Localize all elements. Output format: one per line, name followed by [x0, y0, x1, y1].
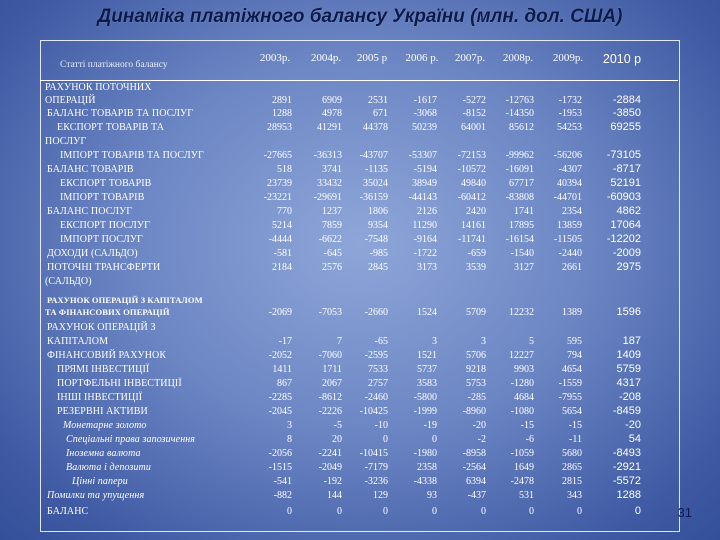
row-label: КАПІТАЛОМ	[47, 336, 109, 347]
table-cell: -1280	[510, 378, 534, 389]
table-cell: 50239	[412, 122, 437, 133]
table-cell: 2661	[562, 262, 582, 273]
table-cell: 14161	[461, 220, 486, 231]
table-cell: -208	[618, 391, 641, 403]
table-cell: 17895	[509, 220, 534, 231]
table-cell: -8717	[612, 163, 641, 175]
table-cell: -2460	[364, 392, 388, 403]
row-label: ЕКСПОРТ ТОВАРІВ ТА	[57, 122, 165, 133]
row-label: ФІНАНСОВИЙ РАХУНОК	[47, 350, 167, 361]
table-cell: 5709	[466, 307, 486, 318]
page-title: Динаміка платіжного балансу України (млн. дол. США)	[97, 6, 623, 27]
table-cell: 595	[567, 336, 582, 347]
table-cell: 5	[529, 336, 534, 347]
table-cell: 5680	[562, 448, 582, 459]
table-cell: -5	[333, 420, 342, 431]
table-cell: -10415	[359, 448, 388, 459]
table-cell: 9218	[466, 364, 486, 375]
table-cell: -2478	[510, 476, 534, 487]
table-cell: -7179	[364, 462, 388, 473]
table-cell: -6622	[318, 234, 342, 245]
row-label: ІМПОРТ ТОВАРІВ	[60, 192, 145, 203]
table-cell: 187	[622, 335, 641, 347]
table-cell: -23221	[263, 192, 292, 203]
table-cell: 2845	[368, 262, 388, 273]
table-cell: 1237	[322, 206, 342, 217]
table-cell: 1409	[616, 349, 641, 361]
table-cell: 49840	[461, 178, 486, 189]
table-cell: 23739	[267, 178, 292, 189]
table-cell: 7859	[322, 220, 342, 231]
table-cell: 129	[373, 490, 388, 501]
table-cell: 85612	[509, 122, 534, 133]
table-cell: 5753	[466, 378, 486, 389]
table-cell: 12232	[509, 307, 534, 318]
table-cell: 1521	[417, 350, 437, 361]
table-cell: -10425	[359, 406, 388, 417]
table-cell: -15	[568, 420, 582, 431]
row-label: ІМПОРТ ПОСЛУГ	[60, 234, 143, 245]
table-cell: -8152	[462, 108, 486, 119]
table-cell: 1288	[272, 108, 292, 119]
table-cell: -44701	[553, 192, 582, 203]
table-cell: -14350	[505, 108, 534, 119]
table-cell: 38949	[412, 178, 437, 189]
column-header-year: 2004р.	[310, 52, 342, 64]
table-cell: -985	[369, 248, 388, 259]
row-label: ПРЯМІ ІНВЕСТИЦІЇ	[57, 364, 150, 375]
row-label: ПОРТФЕЛЬНІ ІНВЕСТИЦІЇ	[57, 378, 182, 389]
table-cell: 1711	[322, 364, 342, 375]
table-cell: 9354	[368, 220, 388, 231]
table-cell: 44378	[363, 122, 388, 133]
table-cell: -60412	[457, 192, 486, 203]
table-cell: -60903	[606, 191, 641, 203]
table-cell: 3741	[322, 164, 342, 175]
table-cell: -2045	[268, 406, 292, 417]
table-cell: -9164	[413, 234, 437, 245]
table-cell: -4307	[558, 164, 582, 175]
table-cell: -2226	[318, 406, 342, 417]
table-cell: 52191	[610, 177, 641, 189]
table-cell: 6909	[322, 95, 342, 106]
table-cell: 40394	[557, 178, 582, 189]
row-label: РЕЗЕРВНІ АКТИВИ	[57, 406, 148, 417]
table-cell: -645	[323, 248, 342, 259]
table-cell: 12227	[509, 350, 534, 361]
table-cell: -541	[273, 476, 292, 487]
table-cell: -192	[323, 476, 342, 487]
table-cell: 5214	[272, 220, 292, 231]
table-cell: -2440	[558, 248, 582, 259]
table-cell: 64001	[461, 122, 486, 133]
table-cell: -1617	[413, 95, 437, 106]
table-cell: -1722	[413, 248, 437, 259]
table-cell: 5706	[466, 350, 486, 361]
table-cell: 13859	[557, 220, 582, 231]
table-cell: -3850	[612, 107, 641, 119]
table-cell: -581	[273, 248, 292, 259]
table-cell: -16091	[505, 164, 534, 175]
table-cell: -4444	[268, 234, 292, 245]
table-cell: 6394	[466, 476, 486, 487]
table-cell: 5759	[616, 363, 641, 375]
table-cell: -2049	[318, 462, 342, 473]
table-cell: 0	[577, 506, 582, 517]
row-label: ТА ФІНАНСОВИХ ОПЕРАЦІЙ	[45, 307, 170, 317]
table-cell: -15	[520, 420, 534, 431]
table-cell: 3127	[514, 262, 534, 273]
table-cell: -29691	[313, 192, 342, 203]
table-cell: -2884	[612, 94, 641, 106]
table-cell: -437	[467, 490, 486, 501]
table-cell: -10572	[457, 164, 486, 175]
table-cell: 0	[287, 506, 292, 517]
table-cell: 0	[432, 506, 437, 517]
table-cell: 9903	[514, 364, 534, 375]
table-cell: -4338	[413, 476, 437, 487]
table-cell: -7053	[318, 307, 342, 318]
row-label: ПОТОЧНІ ТРАНСФЕРТИ	[47, 262, 161, 273]
table-cell: 144	[327, 490, 342, 501]
table-cell: 0	[481, 506, 486, 517]
table-cell: -27665	[263, 150, 292, 161]
table-cell: 1741	[514, 206, 534, 217]
table-cell: -12202	[606, 233, 641, 245]
column-header-year: 2005 р	[356, 52, 388, 64]
table-cell: 54253	[557, 122, 582, 133]
table-cell: 5654	[562, 406, 582, 417]
table-cell: 770	[277, 206, 292, 217]
table-cell: -8459	[612, 405, 641, 417]
row-label: Іноземна валюта	[66, 448, 141, 459]
table-cell: 0	[634, 505, 641, 517]
table-cell: 4978	[322, 108, 342, 119]
table-cell: -43707	[359, 150, 388, 161]
column-header-year: 2003р.	[259, 52, 291, 64]
table-cell: 4862	[616, 205, 641, 217]
table-cell: 343	[567, 490, 582, 501]
table-cell: -17	[278, 336, 292, 347]
row-label: БАЛАНС ТОВАРІВ ТА ПОСЛУГ	[47, 108, 194, 119]
table-cell: 671	[373, 108, 388, 119]
table-cell: 3	[287, 420, 292, 431]
table-cell: -7548	[364, 234, 388, 245]
table-cell: -2285	[268, 392, 292, 403]
table-cell: 2126	[417, 206, 437, 217]
table-cell: 3	[432, 336, 437, 347]
table-cell: 2891	[272, 95, 292, 106]
column-header-year: 2009р.	[552, 52, 584, 64]
table-cell: 0	[432, 434, 437, 445]
table-cell: 867	[277, 378, 292, 389]
table-cell: -20	[625, 419, 641, 431]
table-cell: 35024	[363, 178, 388, 189]
table-cell: 2975	[616, 261, 641, 273]
table-cell: 67717	[509, 178, 534, 189]
table-cell: -53307	[408, 150, 437, 161]
table-cell: 20	[332, 434, 342, 445]
table-cell: -11	[569, 434, 582, 445]
table-cell: -7955	[558, 392, 582, 403]
row-label: ІМПОРТ ТОВАРІВ ТА ПОСЛУГ	[60, 150, 204, 161]
table-cell: -5272	[462, 95, 486, 106]
table-cell: 33432	[317, 178, 342, 189]
table-cell: 3	[481, 336, 486, 347]
table-cell: 69255	[610, 121, 641, 133]
table-cell: -2564	[462, 462, 486, 473]
column-header-year: 2007р.	[454, 52, 486, 64]
table-cell: 2865	[562, 462, 582, 473]
table-cell: -19	[423, 420, 437, 431]
table-cell: -8493	[612, 447, 641, 459]
table-cell: -1999	[413, 406, 437, 417]
page-number: 31	[677, 505, 692, 520]
row-label: РАХУНОК ПОТОЧНИХ	[45, 82, 152, 93]
row-label: БАЛАНС	[47, 506, 89, 517]
table-cell: 4317	[616, 377, 641, 389]
table-cell: 0	[337, 506, 342, 517]
table-cell: 28953	[267, 122, 292, 133]
table-cell: -10	[374, 420, 388, 431]
table-cell: 0	[383, 434, 388, 445]
table-cell: -56206	[553, 150, 582, 161]
table-cell: -1732	[558, 95, 582, 106]
table-cell: -11741	[458, 234, 486, 245]
table-cell: -16154	[505, 234, 534, 245]
table-cell: 2184	[272, 262, 292, 273]
table-cell: -5572	[612, 475, 641, 487]
table-cell: -8612	[318, 392, 342, 403]
table-cell: 1411	[272, 364, 292, 375]
table-cell: 11290	[412, 220, 437, 231]
table-cell: -11505	[554, 234, 582, 245]
column-header-year: 2006 р.	[405, 52, 439, 64]
table-cell: -8958	[462, 448, 486, 459]
table-cell: -2009	[612, 247, 641, 259]
table-cell: -2595	[364, 350, 388, 361]
table-cell: -1559	[558, 378, 582, 389]
table-cell: 2815	[562, 476, 582, 487]
column-header-year: 2008р.	[502, 52, 534, 64]
table-cell: -659	[467, 248, 486, 259]
table-cell: -1540	[510, 248, 534, 259]
table-cell: 2067	[322, 378, 342, 389]
table-cell: -65	[374, 336, 388, 347]
table-cell: 1389	[562, 307, 582, 318]
table-cell: -2921	[612, 461, 641, 473]
table-cell: -6	[525, 434, 534, 445]
table-cell: -1135	[365, 164, 388, 175]
table-cell: -2056	[268, 448, 292, 459]
table-cell: 7	[337, 336, 342, 347]
table-cell: -1059	[510, 448, 534, 459]
table-cell: 794	[567, 350, 582, 361]
row-label: ІНШІ ІНВЕСТИЦІЇ	[57, 392, 143, 403]
table-cell: 2358	[417, 462, 437, 473]
table-cell: 3583	[417, 378, 437, 389]
table-cell: -44143	[408, 192, 437, 203]
table-cell: -1080	[510, 406, 534, 417]
table-cell: -2069	[268, 307, 292, 318]
table-cell: -73105	[606, 149, 641, 161]
table-cell: 0	[383, 506, 388, 517]
table-cell: -8960	[462, 406, 486, 417]
table-cell: 2531	[368, 95, 388, 106]
table-cell: 17064	[610, 219, 641, 231]
row-label: Валюта і депозити	[66, 462, 151, 473]
table-cell: 54	[628, 433, 641, 445]
table-cell: -7060	[318, 350, 342, 361]
row-label: Цінні папери	[72, 476, 128, 487]
table-cell: -36313	[313, 150, 342, 161]
row-label: ЕКСПОРТ ТОВАРІВ	[60, 178, 152, 189]
table-cell: 1288	[616, 489, 641, 501]
table-cell: -285	[467, 392, 486, 403]
table-cell: -1953	[558, 108, 582, 119]
table-cell: 41291	[317, 122, 342, 133]
header-divider	[40, 80, 678, 81]
row-label: БАЛАНС ПОСЛУГ	[47, 206, 133, 217]
table-cell: -2052	[268, 350, 292, 361]
table-cell: -12763	[505, 95, 534, 106]
row-label: Помилки та упущення	[47, 490, 145, 501]
row-label: ПОСЛУГ	[45, 136, 87, 147]
table-cell: -36159	[359, 192, 388, 203]
table-cell: -99962	[505, 150, 534, 161]
row-label: ДОХОДИ (САЛЬДО)	[47, 248, 138, 259]
row-label: ОПЕРАЦІЙ	[45, 95, 96, 106]
table-cell: -72153	[457, 150, 486, 161]
table-cell: -5800	[413, 392, 437, 403]
row-label: Монетарне золото	[63, 420, 147, 431]
table-cell: 7533	[368, 364, 388, 375]
row-label: Спеціальні права запозичення	[66, 434, 196, 445]
table-cell: 4654	[562, 364, 582, 375]
table-cell: 2757	[368, 378, 388, 389]
table-cell: -5194	[413, 164, 437, 175]
table-cell: 2420	[466, 206, 486, 217]
table-cell: -2	[477, 434, 486, 445]
row-label: РАХУНОК ОПЕРАЦІЙ З КАПІТАЛОМ	[47, 295, 203, 305]
table-cell: -1515	[268, 462, 292, 473]
table-cell: 2576	[322, 262, 342, 273]
column-header-year: 2010 р	[602, 52, 642, 66]
table-cell: 518	[277, 164, 292, 175]
table-cell: -882	[273, 490, 292, 501]
label-column-header: Статті платіжного балансу	[60, 60, 168, 70]
table-cell: 1649	[514, 462, 534, 473]
table-cell: 3173	[417, 262, 437, 273]
table-cell: 1596	[616, 306, 641, 318]
table-cell: -20	[472, 420, 486, 431]
table-cell: -3236	[364, 476, 388, 487]
row-label: РАХУНОК ОПЕРАЦІЙ З	[47, 322, 156, 333]
row-label: БАЛАНС ТОВАРІВ	[47, 164, 134, 175]
table-cell: 0	[529, 506, 534, 517]
table-cell: 5737	[417, 364, 437, 375]
table-cell: -1980	[413, 448, 437, 459]
table-cell: 93	[427, 490, 437, 501]
row-label: (САЛЬДО)	[45, 276, 92, 287]
table-cell: -2660	[364, 307, 388, 318]
table-cell: 4684	[514, 392, 534, 403]
table-cell: -3068	[413, 108, 437, 119]
table-cell: -83808	[505, 192, 534, 203]
row-label: ЕКСПОРТ ПОСЛУГ	[60, 220, 150, 231]
table-cell: 8	[287, 434, 292, 445]
table-cell: 3539	[466, 262, 486, 273]
table-cell: -2241	[318, 448, 342, 459]
table-cell: 2354	[562, 206, 582, 217]
table-cell: 531	[519, 490, 534, 501]
table-cell: 1524	[417, 307, 437, 318]
table-cell: 1806	[368, 206, 388, 217]
